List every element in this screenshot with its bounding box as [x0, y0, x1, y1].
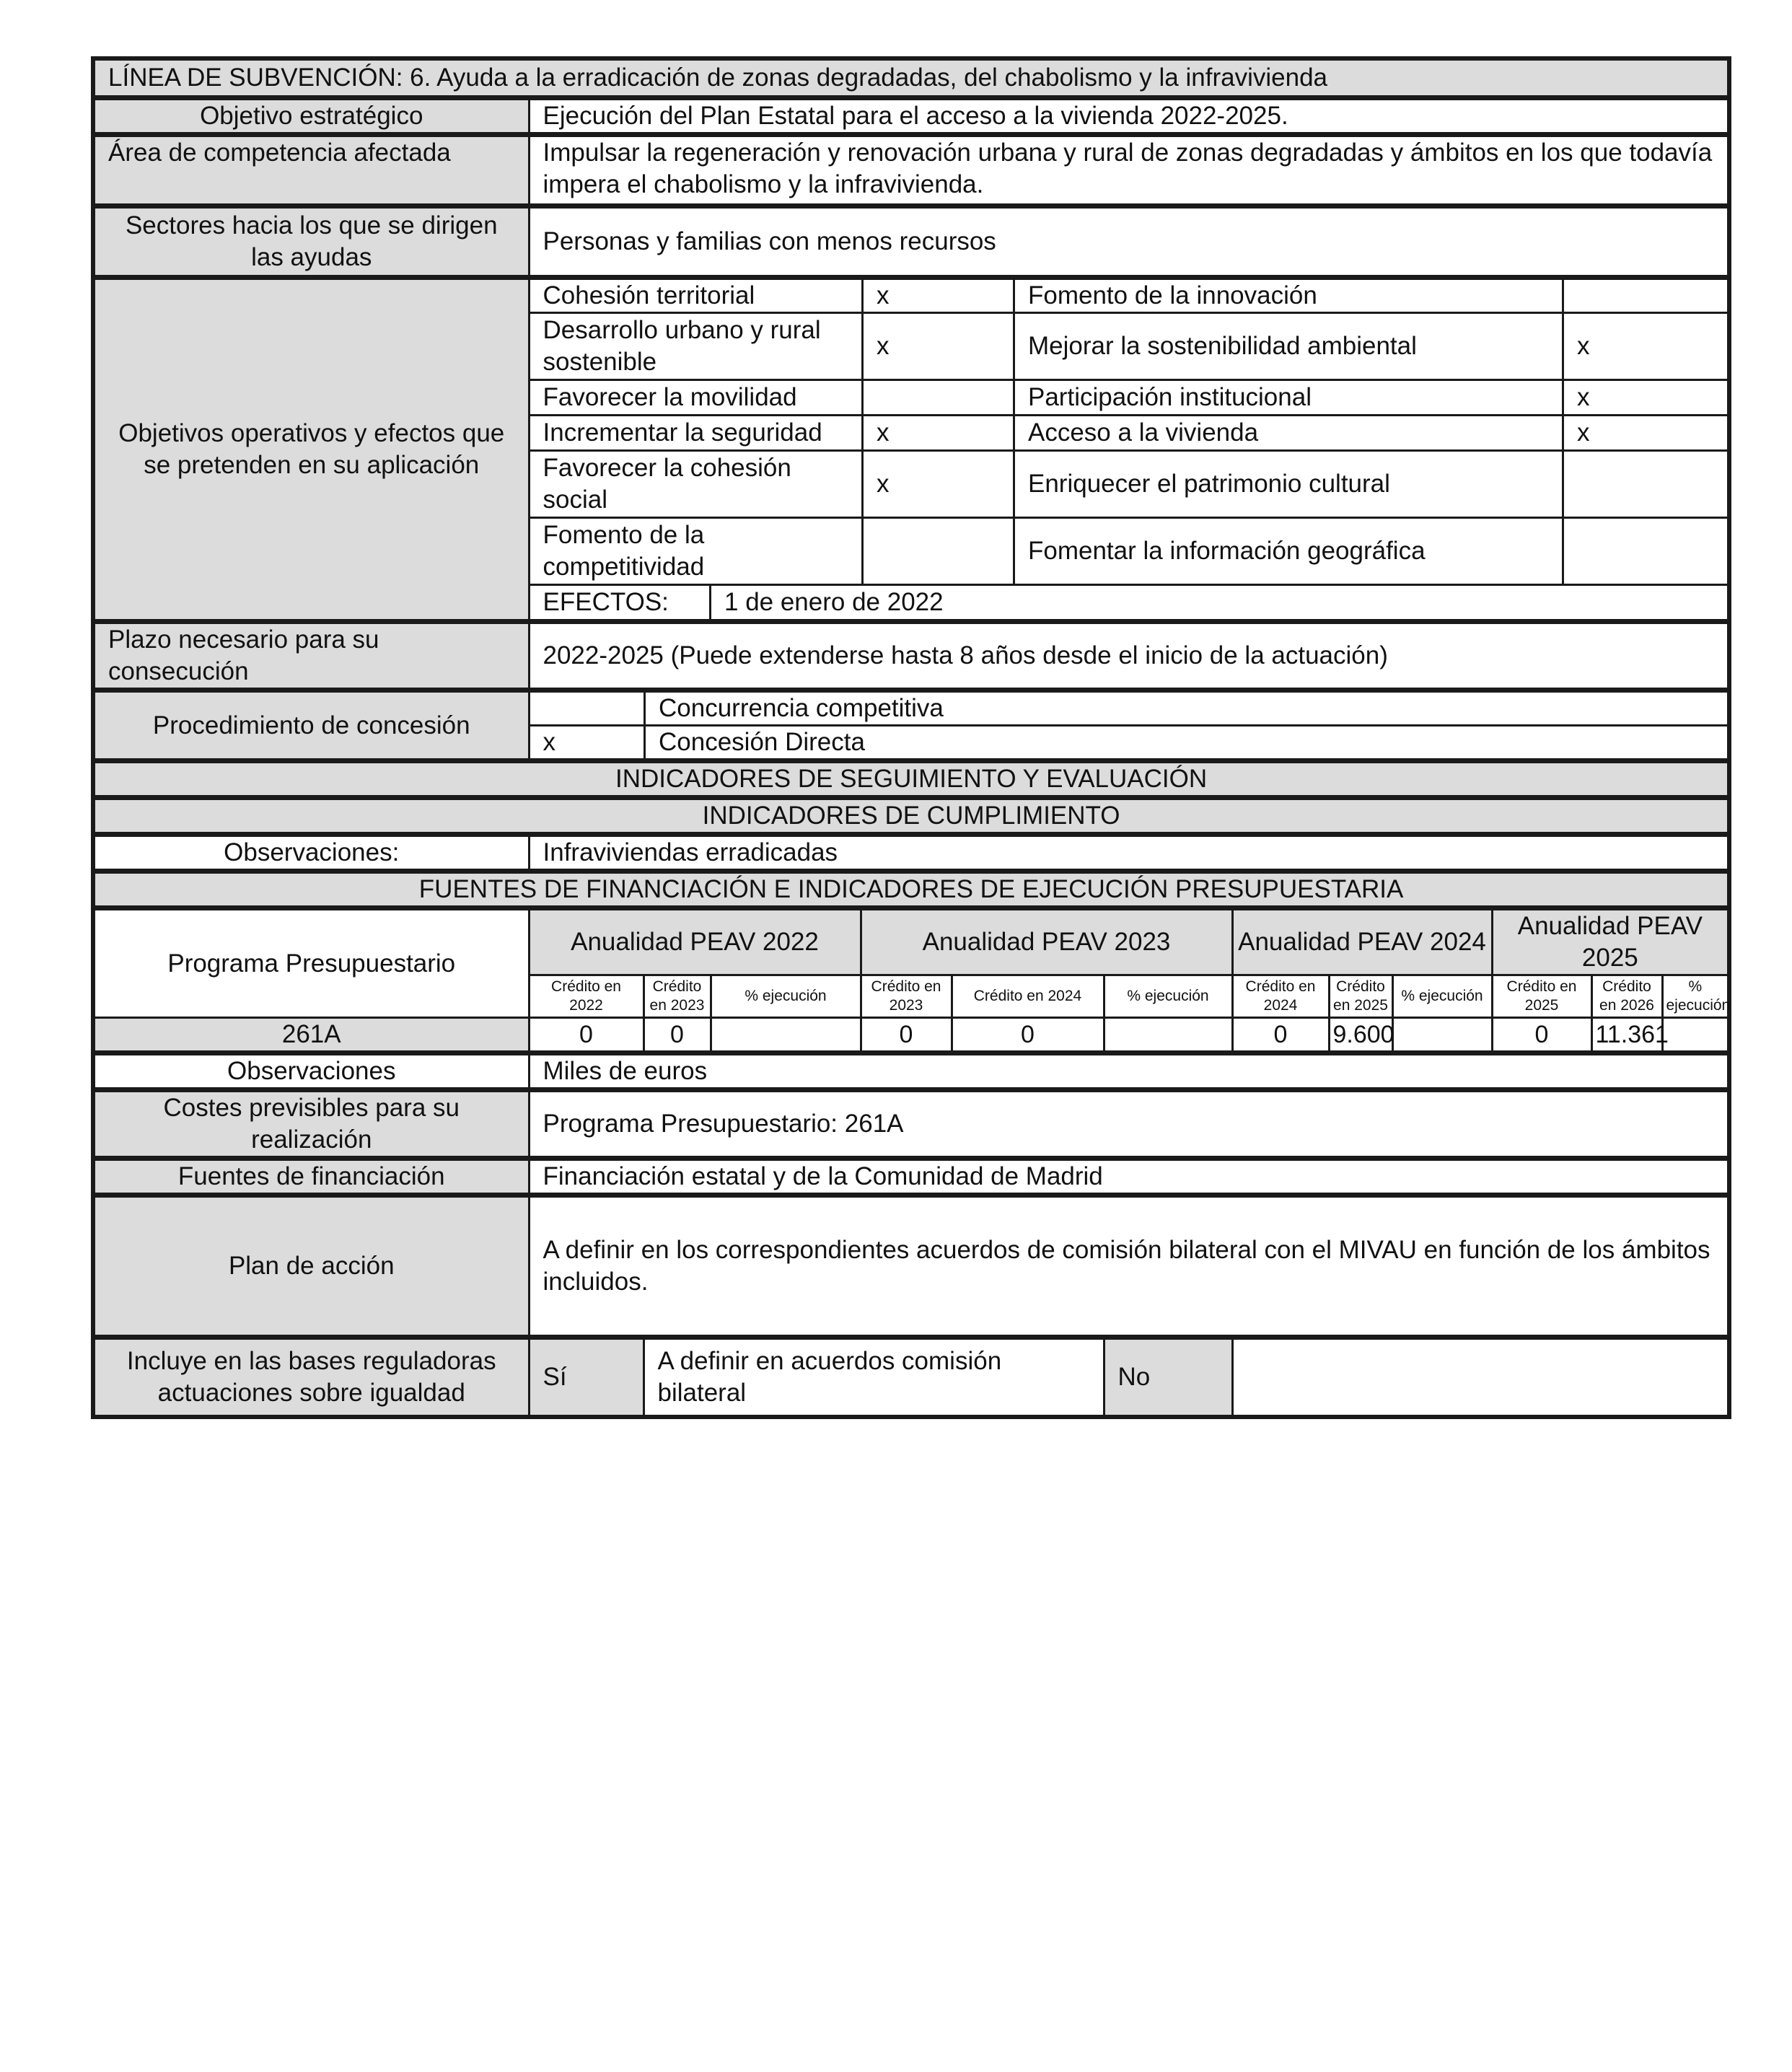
objective-item: [530, 451, 1729, 518]
value-cell: [1662, 1018, 1729, 1053]
igualdad-si-value: A definir en acuerdos comisión bilateral: [644, 1338, 1104, 1418]
objective-mark: x: [1563, 313, 1729, 380]
objective-item: [530, 313, 1729, 380]
objective-mark: x: [863, 451, 1014, 518]
procedimiento-option: [530, 693, 1728, 726]
value-cell: 0: [861, 1018, 952, 1053]
fuentes-label: Fuentes de financiación: [93, 1159, 529, 1195]
fuentes-row: [93, 1159, 1729, 1195]
igualdad-row: [93, 1338, 1729, 1418]
objective-label: Favorecer la cohesión social: [530, 451, 863, 518]
col-header: Crédito en 2022: [529, 975, 644, 1018]
procedimiento-mark: x: [530, 726, 645, 759]
objective-mark: x: [1563, 416, 1729, 451]
value-cell: 11.361: [1591, 1018, 1662, 1053]
programa-presupuestario-value: 261A: [93, 1018, 529, 1053]
igualdad-no-value: [1232, 1338, 1729, 1418]
col-header: Crédito en 2025: [1329, 975, 1392, 1018]
objective-label: Fomentar la información geográfica: [1014, 518, 1563, 585]
objetivo-estrategico-row: [93, 98, 1729, 135]
objective-mark: x: [863, 416, 1014, 451]
objective-mark: [863, 380, 1014, 416]
objective-label: Desarrollo urbano y rural sostenible: [530, 313, 863, 380]
title-row: [93, 58, 1729, 98]
objective-mark: x: [1563, 380, 1729, 416]
value-cell: 0: [1492, 1018, 1591, 1053]
objetivos-operativos-label: Objetivos operativos y efectos que se pretenden en su aplicación: [93, 278, 529, 622]
value-cell: 0: [529, 1018, 644, 1053]
col-header: % ejecución: [1392, 975, 1492, 1018]
objective-item: [530, 380, 1729, 416]
col-header: % ejecución: [711, 975, 861, 1018]
objective-item: [530, 518, 1729, 585]
observaciones-cumplimiento-row: [93, 835, 1729, 872]
efectos-value: 1 de enero de 2022: [724, 588, 944, 616]
col-header: Crédito en 2023: [861, 975, 952, 1018]
value-cell: 0: [952, 1018, 1104, 1053]
subsidy-sheet: [91, 56, 1731, 1419]
area-competencia-row: [93, 135, 1729, 206]
sectores-value: Personas y familias con menos recursos: [529, 206, 1729, 278]
seguimiento-header: INDICADORES DE SEGUIMIENTO Y EVALUACIÓN: [93, 761, 1729, 798]
value-cell: [711, 1018, 861, 1053]
objective-label: Fomento de la competitividad: [530, 518, 863, 585]
fuentes-header-row: [93, 872, 1729, 908]
plan-accion-row: [93, 1195, 1729, 1338]
fuentes-header: FUENTES DE FINANCIACIÓN E INDICADORES DE EJECUCIÓN PRESUPUESTARIA: [93, 872, 1729, 908]
procedimiento-label: Procedimiento de concesión: [93, 690, 529, 761]
sectores-row: [93, 206, 1729, 278]
objective-label: Favorecer la movilidad: [530, 380, 863, 416]
igualdad-no-label: No: [1104, 1338, 1232, 1418]
cumplimiento-header: INDICADORES DE CUMPLIMIENTO: [93, 798, 1729, 835]
programa-values-row: [93, 1018, 1729, 1053]
col-header: % ejecución: [1662, 975, 1729, 1018]
cumplimiento-header-row: [93, 798, 1729, 835]
costes-label: Costes previsibles para su realización: [93, 1090, 529, 1159]
efectos-row: [530, 586, 1728, 619]
objective-mark: x: [863, 313, 1014, 380]
plan-accion-value: A definir en los correspondientes acuerdos de comisión bilateral con el MIVAU en función de los ámbitos incluidos.: [529, 1195, 1729, 1338]
value-cell: 0: [644, 1018, 711, 1053]
procedimiento-mark: [530, 693, 645, 726]
subsidy-table: [91, 56, 1731, 1419]
anualidad-2023-header: Anualidad PEAV 2023: [861, 908, 1232, 975]
objective-item: [530, 280, 1729, 313]
procedimiento-row: [93, 690, 1729, 761]
observaciones-cumplimiento-value: Infraviviendas erradicadas: [529, 835, 1729, 872]
observaciones-label: Observaciones: [93, 1053, 529, 1090]
area-competencia-label: Área de competencia afectada: [93, 135, 529, 206]
objective-label: Acceso a la vivienda: [1014, 416, 1563, 451]
col-header: Crédito en 2025: [1492, 975, 1591, 1018]
value-cell: 9.600: [1329, 1018, 1392, 1053]
igualdad-si-label: Sí: [529, 1338, 644, 1418]
objective-label: Participación institucional: [1014, 380, 1563, 416]
value-cell: 0: [1232, 1018, 1329, 1053]
objective-label: Incrementar la seguridad: [530, 416, 863, 451]
observaciones-row: [93, 1053, 1729, 1090]
anualidades-header-row: [93, 908, 1729, 975]
plazo-label: Plazo necesario para su consecución: [93, 622, 529, 690]
objective-label: Fomento de la innovación: [1014, 280, 1563, 313]
col-header: % ejecución: [1104, 975, 1232, 1018]
area-competencia-value: Impulsar la regeneración y renovación urbana y rural de zonas degradadas y ámbitos en los que todavía impera el chabolismo y la infravivienda.: [529, 135, 1729, 206]
fuentes-value: Financiación estatal y de la Comunidad de Madrid: [529, 1159, 1729, 1195]
observaciones-cumplimiento-label: Observaciones:: [93, 835, 529, 872]
objective-item: [530, 416, 1729, 451]
objetivo-estrategico-label: Objetivo estratégico: [93, 98, 529, 135]
costes-row: [93, 1090, 1729, 1159]
objective-mark: [1563, 451, 1729, 518]
objetivo-estrategico-value: Ejecución del Plan Estatal para el acceso a la vivienda 2022-2025.: [529, 98, 1729, 135]
igualdad-label: Incluye en las bases reguladoras actuaciones sobre igualdad: [93, 1338, 529, 1418]
value-cell: [1104, 1018, 1232, 1053]
costes-value: Programa Presupuestario: 261A: [529, 1090, 1729, 1159]
observaciones-value: Miles de euros: [529, 1053, 1729, 1090]
objective-mark: [863, 518, 1014, 585]
efectos-label: EFECTOS:: [530, 586, 711, 619]
col-header: Crédito en 2024: [952, 975, 1104, 1018]
objective-label: Mejorar la sostenibilidad ambiental: [1014, 313, 1563, 380]
objetivos-operativos-row: [93, 278, 1729, 622]
plan-accion-label: Plan de acción: [93, 1195, 529, 1338]
col-header: Crédito en 2023: [644, 975, 711, 1018]
procedimiento-option: [530, 726, 1728, 759]
objective-label: Enriquecer el patrimonio cultural: [1014, 451, 1563, 518]
sectores-label: Sectores hacia los que se dirigen las ayudas: [93, 206, 529, 278]
plazo-row: [93, 622, 1729, 690]
objective-mark: [1563, 280, 1729, 313]
objective-label: Cohesión territorial: [530, 280, 863, 313]
objective-mark: x: [863, 280, 1014, 313]
anualidad-2025-header: Anualidad PEAV 2025: [1492, 908, 1729, 975]
anualidad-2022-header: Anualidad PEAV 2022: [529, 908, 861, 975]
seguimiento-header-row: [93, 761, 1729, 798]
programa-presupuestario-label: Programa Presupuestario: [93, 908, 529, 1018]
procedimiento-option-label: Concesión Directa: [659, 728, 865, 756]
value-cell: [1392, 1018, 1492, 1053]
procedimiento-option-label: Concurrencia competitiva: [645, 693, 1728, 726]
col-header: Crédito en 2024: [1232, 975, 1329, 1018]
objetivos-operativos-grid: [529, 278, 1729, 622]
subsidy-line-title: LÍNEA DE SUBVENCIÓN: 6. Ayuda a la erradicación de zonas degradadas, del chabolismo y la infravivienda: [93, 58, 1729, 98]
objective-mark: [1563, 518, 1729, 585]
col-header: Crédito en 2026: [1591, 975, 1662, 1018]
anualidad-2024-header: Anualidad PEAV 2024: [1232, 908, 1492, 975]
procedimiento-options: [529, 690, 1729, 761]
plazo-value: 2022-2025 (Puede extenderse hasta 8 años desde el inicio de la actuación): [529, 622, 1729, 690]
